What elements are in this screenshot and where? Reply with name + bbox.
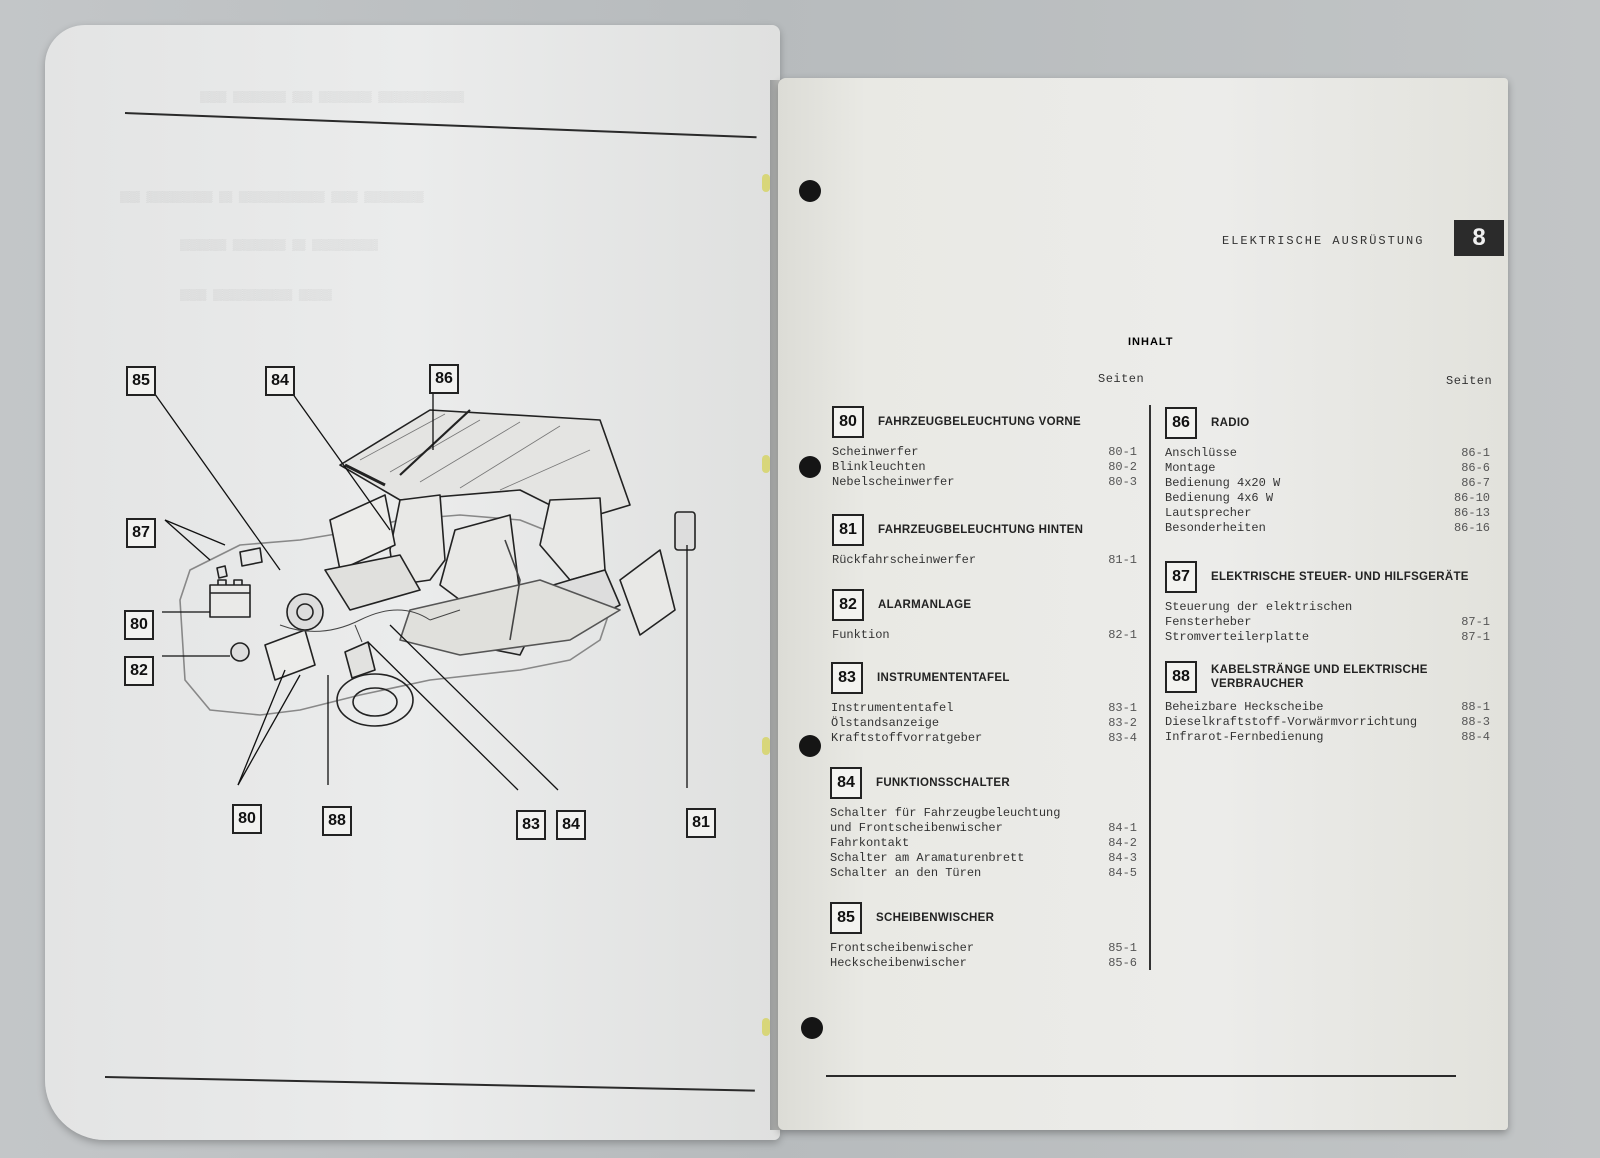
toc-entry: Fensterheber 87-1 (1165, 615, 1490, 629)
toc-entry: Lautsprecher 86-13 (1165, 506, 1490, 520)
section-number: 80 (832, 406, 864, 438)
toc-entry: Fahrkontakt 84-2 (830, 836, 1137, 850)
punch-hole (799, 180, 821, 202)
punch-hole-mark (762, 455, 770, 473)
punch-hole (799, 735, 821, 757)
section-title: FUNKTIONSSCHALTER (876, 777, 1010, 789)
section-number: 86 (1165, 407, 1197, 439)
callout-85: 85 (126, 366, 156, 396)
toc-section-81 (832, 515, 1137, 568)
callout-84: 84 (556, 810, 586, 840)
section-number: 82 (832, 589, 864, 621)
toc-section-84 (830, 768, 1137, 881)
section-title: SCHEIBENWISCHER (876, 912, 995, 924)
section-number: 81 (832, 514, 864, 546)
punch-hole (799, 456, 821, 478)
toc-section-85 (830, 903, 1137, 971)
toc-entry: Scheinwerfer 80-1 (832, 445, 1137, 459)
toc-section-80 (832, 407, 1137, 490)
section-title: RADIO (1211, 417, 1250, 429)
section-number: 83 (831, 662, 863, 694)
toc-entry: Beheizbare Heckscheibe 88-1 (1165, 700, 1490, 714)
callout-83: 83 (516, 810, 546, 840)
section-title: ELEKTRISCHE STEUER- UND HILFSGERÄTE (1211, 571, 1469, 583)
section-number: 88 (1165, 661, 1197, 693)
callout-87: 87 (126, 518, 156, 548)
chapter-title: ELEKTRISCHE AUSRÜSTUNG (1222, 234, 1425, 248)
section-number: 85 (830, 902, 862, 934)
section-number: 84 (830, 767, 862, 799)
toc-entry: Anschlüsse 86-1 (1165, 446, 1490, 460)
toc-entry: Schalter am Aramaturenbrett 84-3 (830, 851, 1137, 865)
pages-label-right: Seiten (1446, 374, 1493, 388)
callout-86: 86 (429, 364, 459, 394)
toc-entry: Frontscheibenwischer 85-1 (830, 941, 1137, 955)
toc-entry: Schalter an den Türen 84-5 (830, 866, 1137, 880)
show-through-text: ▒▒▒▒▒▒▒ ▒▒▒▒▒▒▒▒ ▒▒ ▒▒▒▒▒▒▒▒▒▒ (180, 240, 379, 252)
toc-entry: Funktion 82-1 (832, 628, 1137, 642)
toc-entry: Rückfahrscheinwerfer 81-1 (832, 553, 1137, 567)
punch-hole-mark (762, 174, 770, 192)
toc-entry: und Frontscheibenwischer 84-1 (830, 821, 1137, 835)
section-title: ALARMANLAGE (878, 599, 972, 611)
car-exploded-diagram (100, 380, 750, 820)
toc-entry: Bedienung 4x20 W 86-7 (1165, 476, 1490, 490)
toc-entry: Heckscheibenwischer 85-6 (830, 956, 1137, 970)
toc-entry: Dieselkraftstoff-Vorwärmvorrichtung 88-3 (1165, 715, 1490, 729)
toc-entry: Schalter für Fahrzeugbeleuchtung (830, 806, 1061, 820)
section-number: 87 (1165, 561, 1197, 593)
section-title: INSTRUMENTENTAFEL (877, 672, 1010, 684)
callout-81: 81 (686, 808, 716, 838)
chapter-number-tab: 8 (1454, 220, 1504, 256)
toc-section-87 (1165, 562, 1490, 645)
pages-label-left: Seiten (1098, 372, 1145, 386)
show-through-text: ▒▒▒▒ ▒▒▒▒▒▒▒▒▒▒▒▒ ▒▒▒▒▒ (180, 290, 332, 302)
toc-entry: Stromverteilerplatte 87-1 (1165, 630, 1490, 644)
column-divider (1149, 405, 1151, 970)
toc-entry: Ölstandsanzeige 83-2 (831, 716, 1137, 730)
callout-82: 82 (124, 656, 154, 686)
show-through-text: ▒▒▒▒ ▒▒▒▒▒▒▒▒ ▒▒▒ ▒▒▒▒▒▒▒▒ ▒▒▒▒▒▒▒▒▒▒▒▒▒ (200, 92, 465, 104)
punch-hole-mark (762, 1018, 770, 1036)
toc-entry: Nebelscheinwerfer 80-3 (832, 475, 1137, 489)
toc-section-86 (1165, 408, 1490, 536)
callout-80: 80 (124, 610, 154, 640)
callout-80: 80 (232, 804, 262, 834)
show-through-text: ▒▒▒ ▒▒▒▒▒▒▒▒▒▒ ▒▒ ▒▒▒▒▒▒▒▒▒▒▒▒▒ ▒▒▒▒ ▒▒▒▒▒▒▒▒▒ (120, 192, 424, 204)
section-title: KABELSTRÄNGE UND ELEKTRISCHE VERBRAUCHER (1211, 664, 1428, 690)
toc-entry: Infrarot-Fernbedienung 88-4 (1165, 730, 1490, 744)
section-title: FAHRZEUGBELEUCHTUNG VORNE (878, 416, 1082, 428)
punch-hole-mark (762, 737, 770, 755)
toc-section-82 (832, 590, 1137, 643)
section-title: FAHRZEUGBELEUCHTUNG HINTEN (878, 524, 1084, 536)
toc-entry: Instrumententafel 83-1 (831, 701, 1137, 715)
toc-entry: Kraftstoffvorratgeber 83-4 (831, 731, 1137, 745)
contents-title: INHALT (1128, 336, 1174, 348)
toc-section-88 (1165, 662, 1490, 745)
toc-section-83 (831, 663, 1137, 746)
toc-entry: Bedienung 4x6 W 86-10 (1165, 491, 1490, 505)
toc-entry: Blinkleuchten 80-2 (832, 460, 1137, 474)
callout-88: 88 (322, 806, 352, 836)
punch-hole (801, 1017, 823, 1039)
toc-entry: Besonderheiten 86-16 (1165, 521, 1490, 535)
toc-entry: Steuerung der elektrischen (1165, 600, 1353, 614)
right-bottom-rule (826, 1075, 1456, 1077)
toc-entry: Montage 86-6 (1165, 461, 1490, 475)
callout-84: 84 (265, 366, 295, 396)
